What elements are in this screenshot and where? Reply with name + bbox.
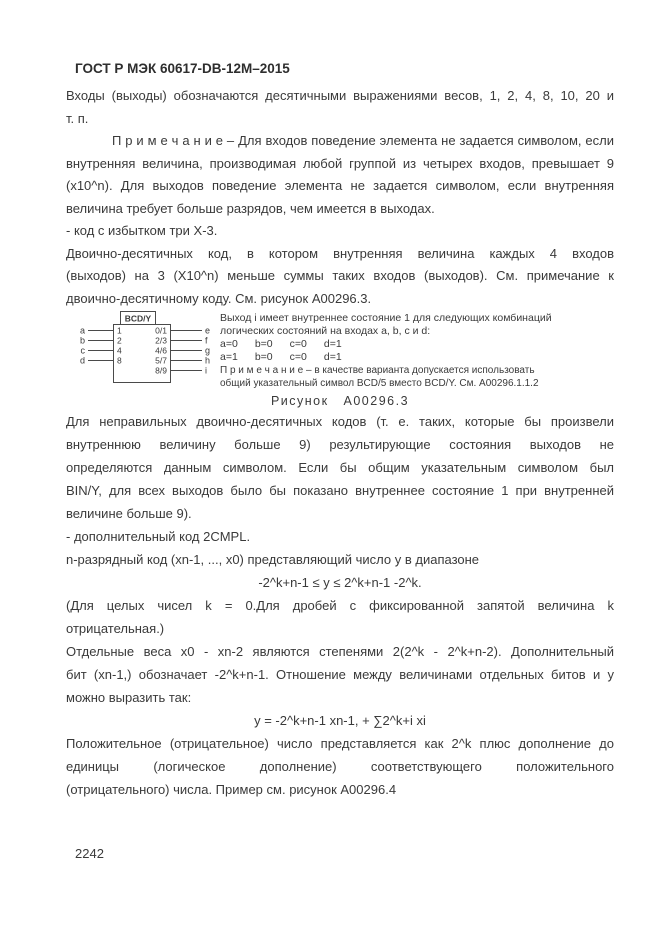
output-label: h <box>205 355 211 366</box>
output-inner-label: 2/3 <box>155 335 167 346</box>
output-label: e <box>205 325 211 336</box>
body-text-line: Для неправильных двоично-десятичных кодов (т. е. таких, которые бы произвели <box>66 414 614 429</box>
input-weight: 8 <box>117 355 122 366</box>
body-text-line: внутреннюю величину больше 9) результирующие состояния выходов не <box>66 437 614 452</box>
body-text-line: бит (xn-1,) обозначает -2^k+n-1. Отношение между величинами отдельных битов и y <box>66 667 614 682</box>
input-label: c <box>80 345 85 356</box>
output-inner-label: 0/1 <box>155 325 167 336</box>
note-text-line: внутренняя величина, производимая любой группой из четырех входов, превышает 9 <box>66 155 614 171</box>
bcd-logic-symbol-diagram <box>75 310 220 392</box>
body-text-line: Положительное (отрицательное) число представляется как 2^k плюс дополнение до <box>66 736 614 751</box>
body-text-line: (выходов) на 3 (X10^n) меньше суммы таких входов (выходов). См. примечание к <box>66 268 614 283</box>
output-outer-labels <box>205 326 210 376</box>
body-text-line: отрицательная.) <box>66 621 165 636</box>
figure-text-line: логических состояний на входах a, b, c и d: <box>220 325 431 337</box>
body-text-line: (отрицательного) числа. Пример см. рисунок А00296.4 <box>66 782 397 797</box>
body-text-line: определяются данным символом. Если бы общим указательным символом был <box>66 460 614 475</box>
figure-note-line: П р и м е ч а н и е – в качестве варианта допускается использовать <box>220 365 535 376</box>
combo-value: d=1 <box>323 338 342 350</box>
combo-value: a=1 <box>220 351 238 363</box>
output-label: g <box>205 345 211 356</box>
body-text-line: Отдельные веса x0 - xn-2 являются степенями 2(2^k - 2^k+n-2). Дополнительный <box>66 644 614 659</box>
figure-description <box>220 312 614 390</box>
formula-sum: y = -2^k+n-1 xn-1, + ∑2^k+i xi <box>254 713 426 728</box>
output-inner-label: 5/7 <box>155 355 167 366</box>
input-label: b <box>79 335 85 346</box>
symbol-title: BCD/Y <box>124 313 152 324</box>
figure-text-line: Выход i имеет внутреннее состояние 1 для следующих комбинаций <box>220 312 552 324</box>
body-text-line: т. п. <box>66 110 89 126</box>
input-weight: 2 <box>117 335 122 346</box>
combo-value: c=0 <box>289 351 307 363</box>
input-weight: 4 <box>117 345 122 356</box>
combo-value: a=0 <box>220 338 238 350</box>
input-lines <box>88 331 114 361</box>
input-label: d <box>79 355 85 366</box>
output-label: f <box>205 335 208 346</box>
output-label: i <box>205 365 207 376</box>
figure-caption: Рисунок А00296.3 <box>270 394 410 408</box>
figure-a00296-3 <box>66 310 614 410</box>
output-inner-label: 4/6 <box>155 345 167 356</box>
note-text-line: величина требует больше разрядов, чем имеется в выходах. <box>66 200 435 216</box>
body-text-line: n-разрядный код (xn-1, ..., x0) представляющий число y в диапазоне <box>66 552 480 567</box>
figure-note-line: общий указательный символ BCD/5 вместо BCD/Y. См. А00296.1.1.2 <box>220 378 539 389</box>
body-text-line: двоично-десятичному коду. См. рисунок А00296.3. <box>66 290 372 306</box>
combo-value: b=0 <box>254 338 273 350</box>
note-text-line: П р и м е ч а н и е – Для входов поведение элемента не задается символом, если <box>112 133 614 148</box>
body-text-line: Входы (выходы) обозначаются десятичными выражениями весов, 1, 2, 4, 8, 10, 20 и <box>66 88 614 103</box>
combo-value: b=0 <box>254 351 273 363</box>
body-text-line: величине больше 9). <box>66 506 192 521</box>
output-inner-labels <box>155 326 167 376</box>
list-item-dash: - дополнительный код 2CMPL. <box>66 529 251 544</box>
list-item-dash: - код с избытком три Х-3. <box>66 223 218 238</box>
logic-combination-row <box>220 351 614 364</box>
output-lines <box>171 331 203 371</box>
body-text-line: BIN/Y, для всех выходов было бы показано внутреннее состояние 1 при внутренней <box>66 483 614 498</box>
body-text-line: Двоично-десятичных код, в котором внутренняя величина каждых 4 входов <box>66 245 614 261</box>
combo-value: d=1 <box>323 351 342 363</box>
body-text-line: можно выразить так: <box>66 690 192 705</box>
input-outer-labels <box>80 326 86 366</box>
formula-range: -2^k+n-1 ≤ y ≤ 2^k+n-1 -2^k. <box>258 575 422 590</box>
body-text-line: единицы (логическое дополнение) соответствующего положительного <box>66 759 614 774</box>
page-content <box>66 60 614 801</box>
note-text-line: (x10^n). Для выходов поведение элемента не задается символом, если внутренняя <box>66 178 614 193</box>
input-label: a <box>79 325 85 336</box>
combo-value: c=0 <box>289 338 307 350</box>
output-inner-label: 8/9 <box>155 365 167 376</box>
page-number: 2242 <box>75 846 104 861</box>
document-header: ГОСТ Р МЭК 60617-DB-12M–2015 <box>75 61 290 76</box>
input-weight-labels <box>117 326 122 366</box>
input-weight: 1 <box>117 325 122 336</box>
body-text-line: (Для целых чисел k = 0.Для дробей с фиксированной запятой величина k <box>66 598 614 613</box>
logic-combination-row <box>220 338 614 351</box>
